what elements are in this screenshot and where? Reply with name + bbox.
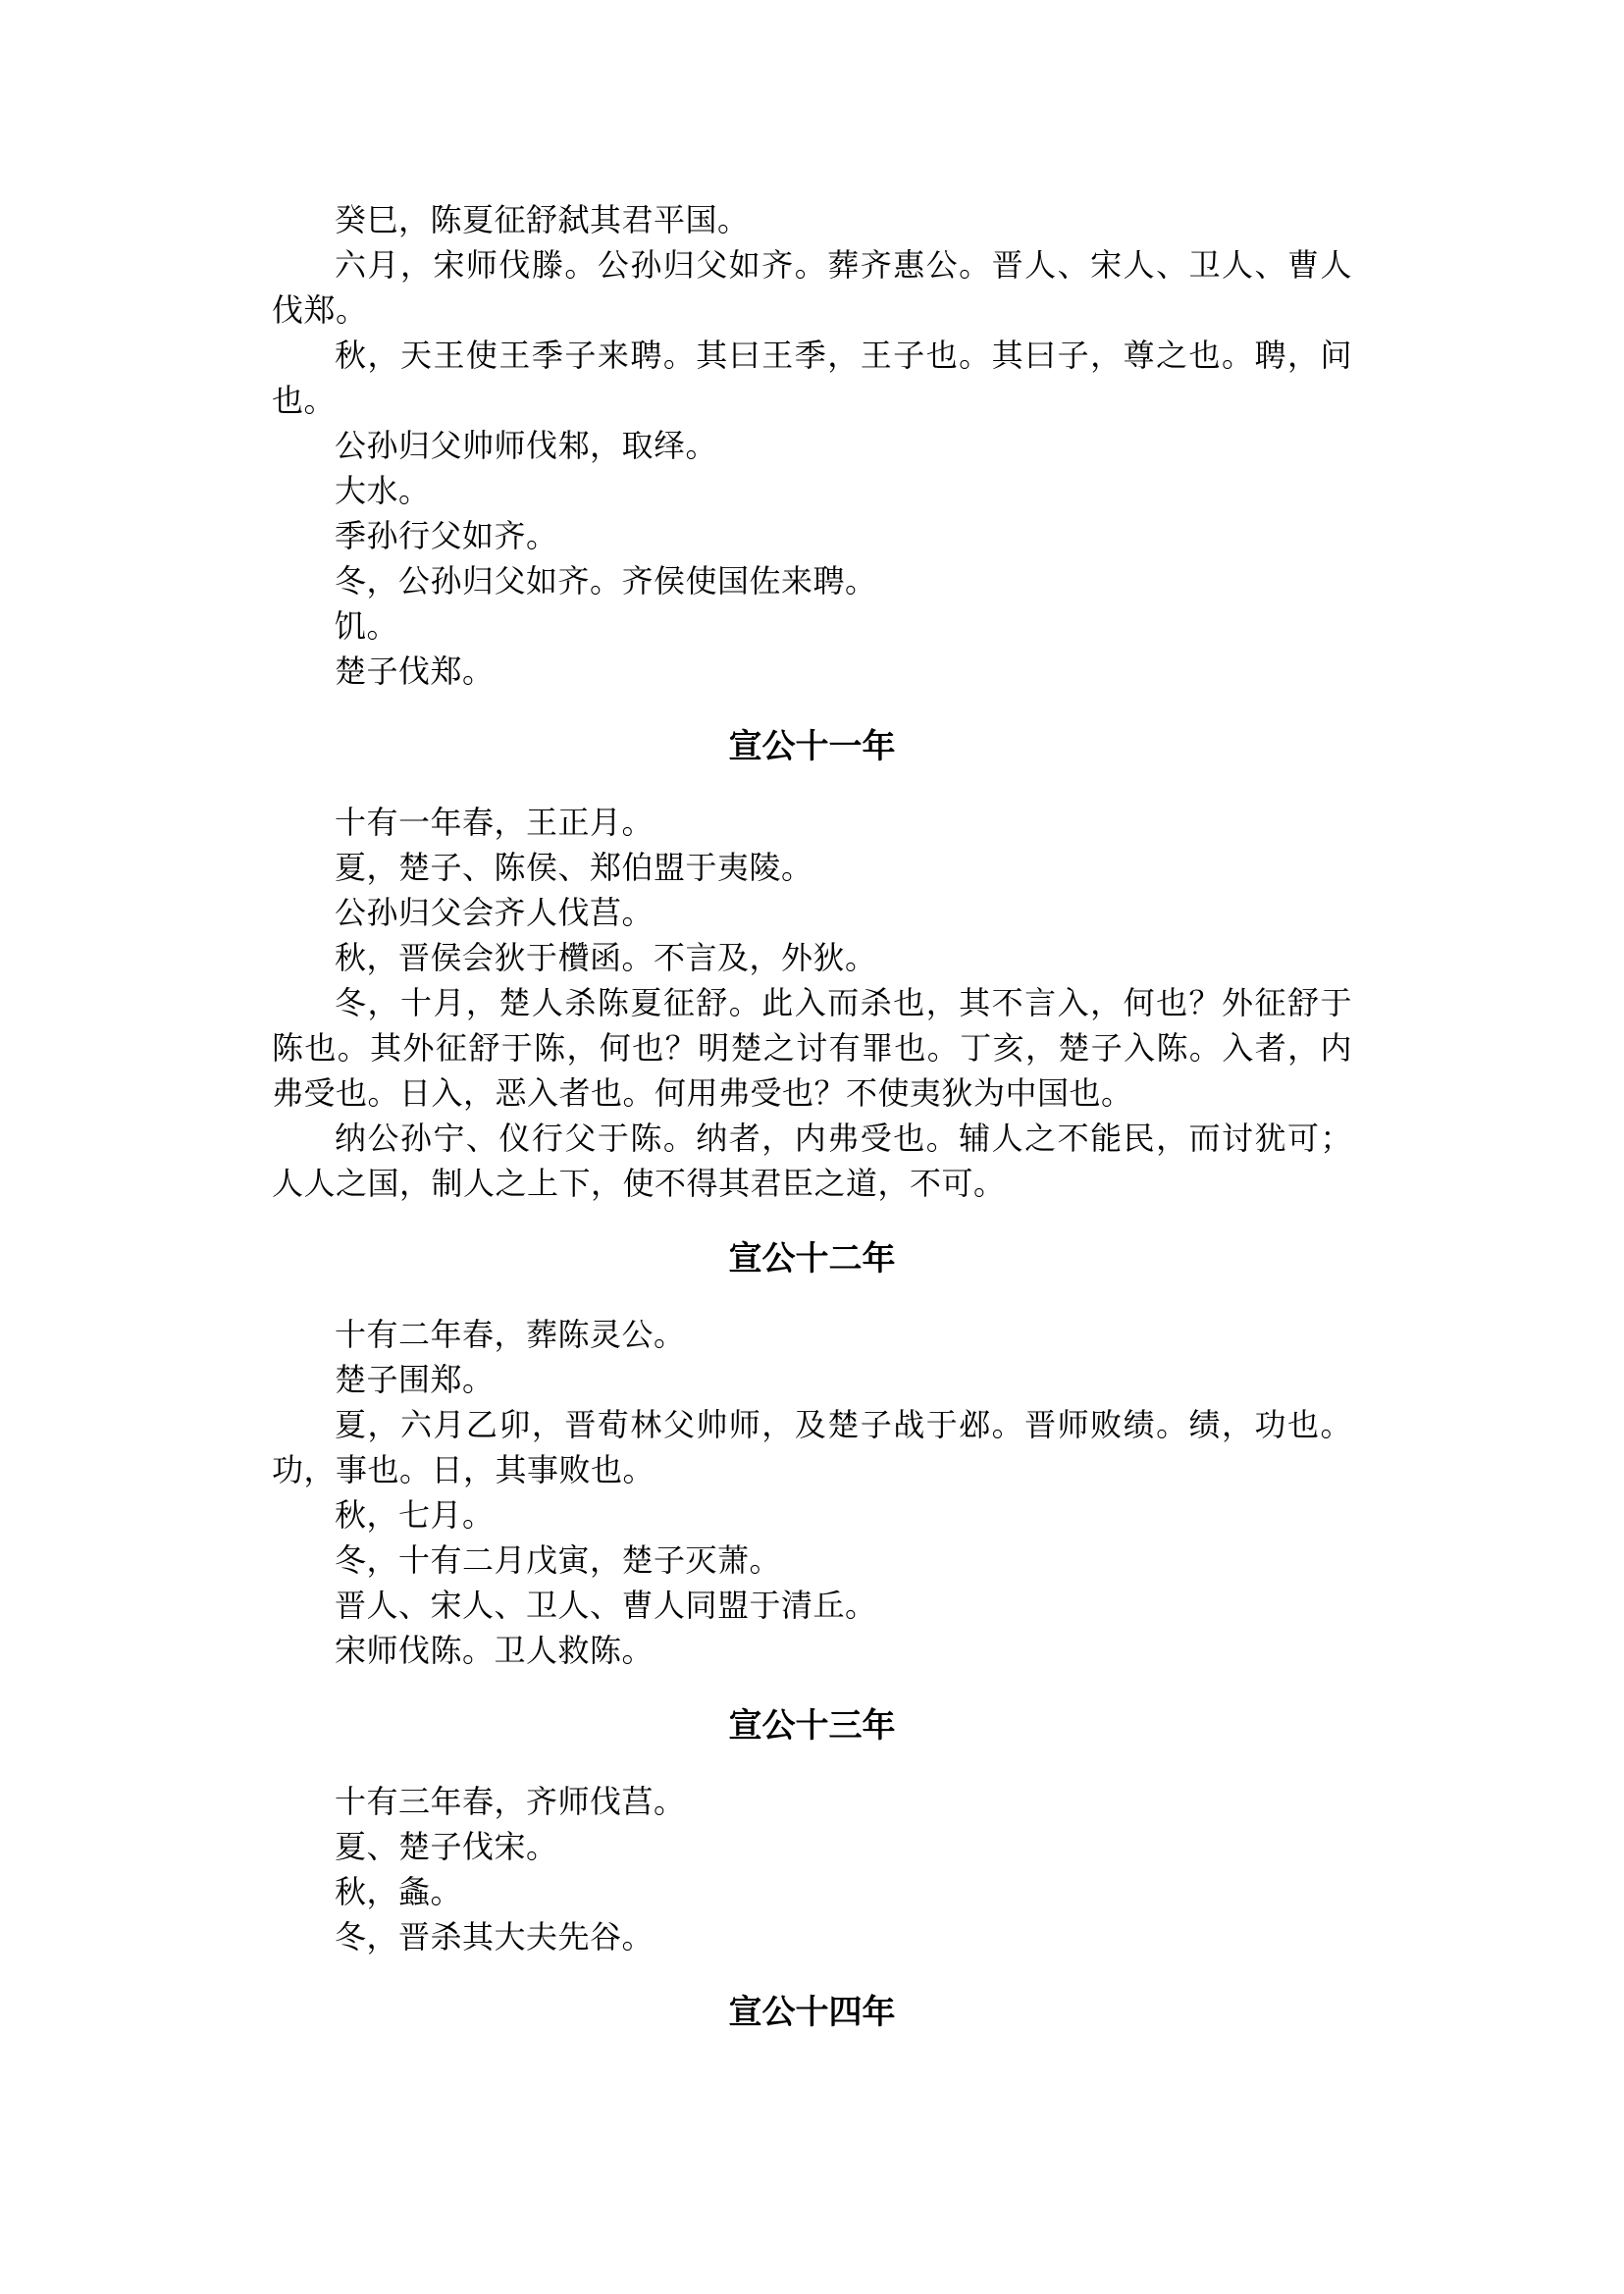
section-heading: 宣公十二年 [728, 1240, 896, 1277]
paragraph: 晋人、宋人、卫人、曹人同盟于清丘。 [335, 1588, 877, 1623]
paragraph: 秋，七月。 [335, 1497, 495, 1533]
paragraph: 饥。 [335, 608, 399, 644]
paragraph: 季孙行父如齐。 [335, 518, 558, 553]
paragraph: 秋，天王使王季子来聘。其曰王季，王子也。其曰子，尊之也。聘，问也。 [272, 338, 1352, 418]
paragraph: 冬，十有二月戊寅，楚子灭萧。 [335, 1542, 782, 1578]
paragraph: 冬，十月，楚人杀陈夏征舒。此入而杀也，其不言入，何也？外征舒于陈也。其外征舒于陈，何也？明楚之讨有罪也。丁亥，楚子入陈。入者，内弗受也。日入，恶入者也。何用弗受也？不使夷狄为中国也。 [272, 985, 1352, 1111]
paragraph: 六月，宋师伐滕。公孙归父如齐。葬齐惠公。晋人、宋人、卫人、曹人伐郑。 [272, 247, 1352, 328]
section-heading: 宣公十一年 [728, 728, 896, 765]
paragraph: 楚子围郑。 [335, 1362, 495, 1397]
paragraph: 十有二年春，葬陈灵公。 [335, 1317, 686, 1352]
paragraph: 癸巳，陈夏征舒弑其君平国。 [335, 202, 750, 237]
paragraph: 宋师伐陈。卫人救陈。 [335, 1633, 655, 1668]
paragraph: 公孙归父会齐人伐莒。 [335, 895, 655, 930]
paragraph: 大水。 [335, 473, 431, 508]
paragraph: 夏，楚子、陈侯、郑伯盟于夷陵。 [335, 850, 813, 885]
paragraph: 楚子伐郑。 [335, 653, 495, 689]
paragraph: 十有一年春，王正月。 [335, 805, 655, 840]
paragraph: 夏，六月乙卯，晋荀林父帅师，及楚子战于邲。晋师败绩。绩，功也。功，事也。日，其事败也。 [272, 1407, 1352, 1487]
paragraph: 秋，晋侯会狄于欑函。不言及，外狄。 [335, 940, 877, 975]
paragraph: 夏、楚子伐宋。 [335, 1829, 558, 1864]
paragraph: 秋，螽。 [335, 1874, 463, 1909]
section-heading: 宣公十四年 [728, 1994, 896, 2031]
paragraph: 冬，晋杀其大夫先谷。 [335, 1919, 655, 1955]
section-heading: 宣公十三年 [728, 1707, 896, 1745]
paragraph: 公孙归父帅师伐邾，取绎。 [335, 428, 718, 463]
paragraph: 冬，公孙归父如齐。齐侯使国佐来聘。 [335, 563, 877, 599]
paragraph: 十有三年春，齐师伐莒。 [335, 1784, 686, 1819]
paragraph: 纳公孙宁、仪行父于陈。纳者，内弗受也。辅人之不能民，而讨犹可；人人之国，制人之上下，使不得其君臣之道，不可。 [272, 1121, 1352, 1201]
